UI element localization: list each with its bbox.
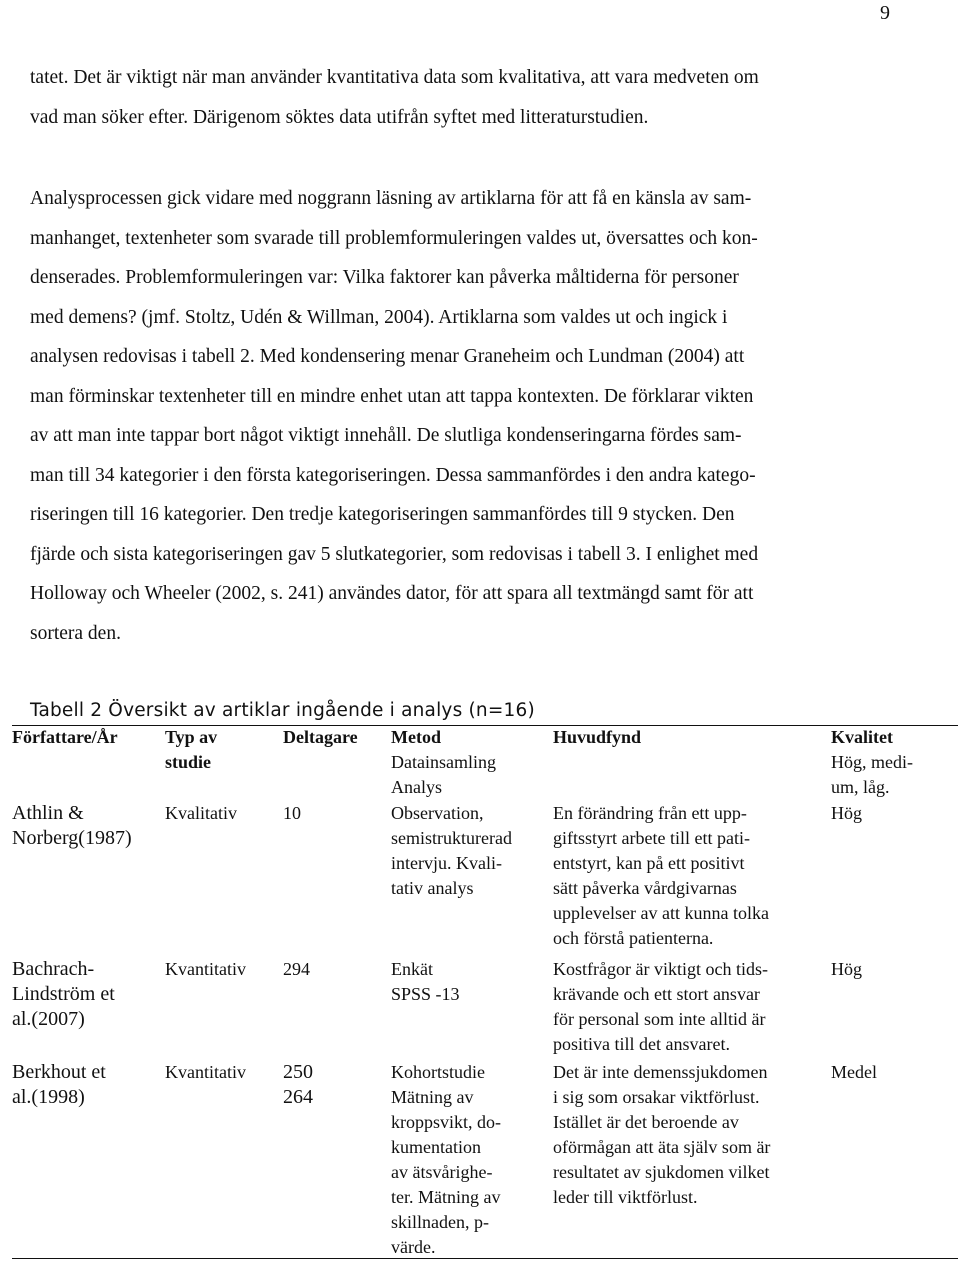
cell-text: tativ analys	[391, 878, 474, 898]
header-text: studie	[165, 752, 212, 772]
page-number: 9	[880, 2, 890, 24]
cell-text: 250	[283, 1061, 313, 1083]
header-text: Metod	[391, 727, 441, 747]
cell-text: Hög	[831, 803, 862, 823]
cell-text: Berkhout et	[12, 1061, 106, 1083]
cell-text: Norberg(1987)	[12, 827, 132, 849]
cell-text: i sig som orsakar viktförlust.	[553, 1087, 760, 1107]
cell-text: sätt påverka vårdgivarnas	[553, 878, 737, 898]
header-text: Typ av	[165, 727, 218, 747]
row2-findings	[553, 957, 768, 1057]
cell-text: Enkät	[391, 959, 433, 979]
row3-participants	[283, 1060, 313, 1110]
row3-author	[12, 1060, 106, 1110]
header-participants	[283, 725, 358, 750]
table-bottom-rule	[12, 1258, 958, 1259]
cell-text: upplevelser av att kunna tolka	[553, 903, 769, 923]
table-caption: Tabell 2 Översikt av artiklar ingående i analys (n=16)	[30, 700, 535, 721]
paragraph-1	[30, 58, 910, 137]
cell-text: semistrukturerad	[391, 828, 512, 848]
text-line: riseringen till 16 kategorier. Den tredje kategoriseringen sammanfördes till 9 stycken. Den	[30, 504, 735, 525]
row1-method	[391, 801, 512, 901]
header-method	[391, 725, 496, 800]
text-line: av att man inte tappar bort något viktigt innehåll. De slutliga kondenseringarna fördes sam-	[30, 425, 742, 446]
header-author	[12, 725, 118, 750]
cell-text: resultatet av sjukdomen vilket	[553, 1162, 770, 1182]
cell-text: Kostfrågor är viktigt och tids-	[553, 959, 768, 979]
cell-text: Kvalitativ	[165, 803, 237, 823]
text-line: manhanget, textenheter som svarade till problemformuleringen valdes ut, översattes och kon-	[30, 227, 758, 249]
cell-text: värde.	[391, 1237, 436, 1257]
cell-text: intervju. Kvali-	[391, 853, 502, 873]
header-subtext: Analys	[391, 777, 442, 797]
cell-text: 10	[283, 803, 301, 823]
cell-text: Kvantitativ	[165, 959, 246, 979]
header-text: Kvalitet	[831, 727, 893, 747]
header-subtext: Hög, medi-	[831, 752, 913, 772]
text-line: sortera den.	[30, 622, 121, 644]
cell-text: kumentation	[391, 1137, 481, 1157]
text-line: Holloway och Wheeler (2002, s. 241) användes dator, för att spara all textmängd samt för att	[30, 583, 754, 604]
header-findings	[553, 725, 641, 750]
row1-type	[165, 801, 237, 826]
paragraph-2	[30, 179, 910, 653]
cell-text: av ätsvårighe-	[391, 1162, 493, 1182]
text-line: man till 34 kategorier i den första kategoriseringen. Dessa sammanfördes i den andra katego-	[30, 464, 756, 486]
cell-text: Bachrach-	[12, 958, 95, 980]
cell-text: positiva till det ansvaret.	[553, 1034, 730, 1054]
row2-method	[391, 957, 460, 1007]
row3-findings	[553, 1060, 770, 1210]
text-line: vad man söker efter. Därigenom söktes data utifrån syftet med litteraturstudien.	[30, 106, 649, 128]
cell-text: 264	[283, 1086, 313, 1108]
text-line: fjärde och sista kategoriseringen gav 5 slutkategorier, som redovisas i tabell 3. I enlighet med	[30, 543, 759, 565]
header-text: Huvudfynd	[553, 727, 642, 747]
header-subtext: um, låg.	[831, 777, 890, 797]
text-line: tatet. Det är viktigt när man använder kvantitativa data som kvalitativa, att vara medveten om	[30, 67, 759, 88]
cell-text: Lindström et	[12, 983, 115, 1005]
row3-method	[391, 1060, 501, 1260]
cell-text: ter. Mätning av	[391, 1187, 501, 1207]
cell-text: leder till viktförlust.	[553, 1187, 698, 1207]
row2-type	[165, 957, 246, 982]
row1-author	[12, 801, 132, 851]
cell-text: skillnaden, p-	[391, 1212, 489, 1232]
text-line: denserades. Problemformuleringen var: Vilka faktorer kan påverka måltiderna för personer	[30, 267, 739, 288]
row1-quality	[831, 801, 862, 826]
cell-text: Istället är det beroende av	[553, 1112, 739, 1132]
cell-text: Athlin &	[12, 802, 84, 824]
text-line: Analysprocessen gick vidare med noggrann läsning av artiklarna för att få en känsla av sam-	[30, 188, 752, 209]
cell-text: Kohortstudie	[391, 1062, 485, 1082]
header-text: Deltagare	[283, 727, 358, 747]
cell-text: 294	[283, 959, 310, 979]
header-quality	[831, 725, 913, 800]
cell-text: En förändring från ett upp-	[553, 803, 747, 823]
cell-text: för personal som inte alltid är	[553, 1009, 766, 1029]
cell-text: krävande och ett stort ansvar	[553, 984, 760, 1004]
cell-text: Hög	[831, 959, 862, 979]
row1-findings	[553, 801, 769, 951]
row2-quality	[831, 957, 862, 982]
header-subtext: Datainsamling	[391, 752, 496, 772]
cell-text: al.(2007)	[12, 1008, 85, 1030]
cell-text: al.(1998)	[12, 1086, 85, 1108]
text-line: analysen redovisas i tabell 2. Med kondensering menar Graneheim och Lundman (2004) att	[30, 346, 745, 367]
row2-author	[12, 957, 115, 1032]
cell-text: Mätning av	[391, 1087, 474, 1107]
cell-text: Medel	[831, 1062, 877, 1082]
cell-text: och förstå patienterna.	[553, 928, 714, 948]
row2-participants	[283, 957, 310, 982]
cell-text: kroppsvikt, do-	[391, 1112, 501, 1132]
row3-type	[165, 1060, 246, 1085]
cell-text: Det är inte demenssjukdomen	[553, 1062, 768, 1082]
header-type	[165, 725, 217, 775]
cell-text: Kvantitativ	[165, 1062, 246, 1082]
cell-text: oförmågan att äta själv som är	[553, 1137, 771, 1157]
cell-text: SPSS -13	[391, 984, 460, 1004]
cell-text: Observation,	[391, 803, 484, 823]
row3-quality	[831, 1060, 877, 1085]
cell-text: entstyrt, kan på ett positivt	[553, 853, 745, 873]
text-line: man förminskar textenheter till en mindre enhet utan att tappa kontexten. De förklarar vikten	[30, 385, 754, 407]
cell-text: giftsstyrt arbete till ett pati-	[553, 828, 750, 848]
header-text: Författare/År	[12, 727, 118, 747]
text-line: med demens? (jmf. Stoltz, Udén & Willman, 2004). Artiklarna som valdes ut och ingick i	[30, 306, 728, 328]
row1-participants	[283, 801, 301, 826]
